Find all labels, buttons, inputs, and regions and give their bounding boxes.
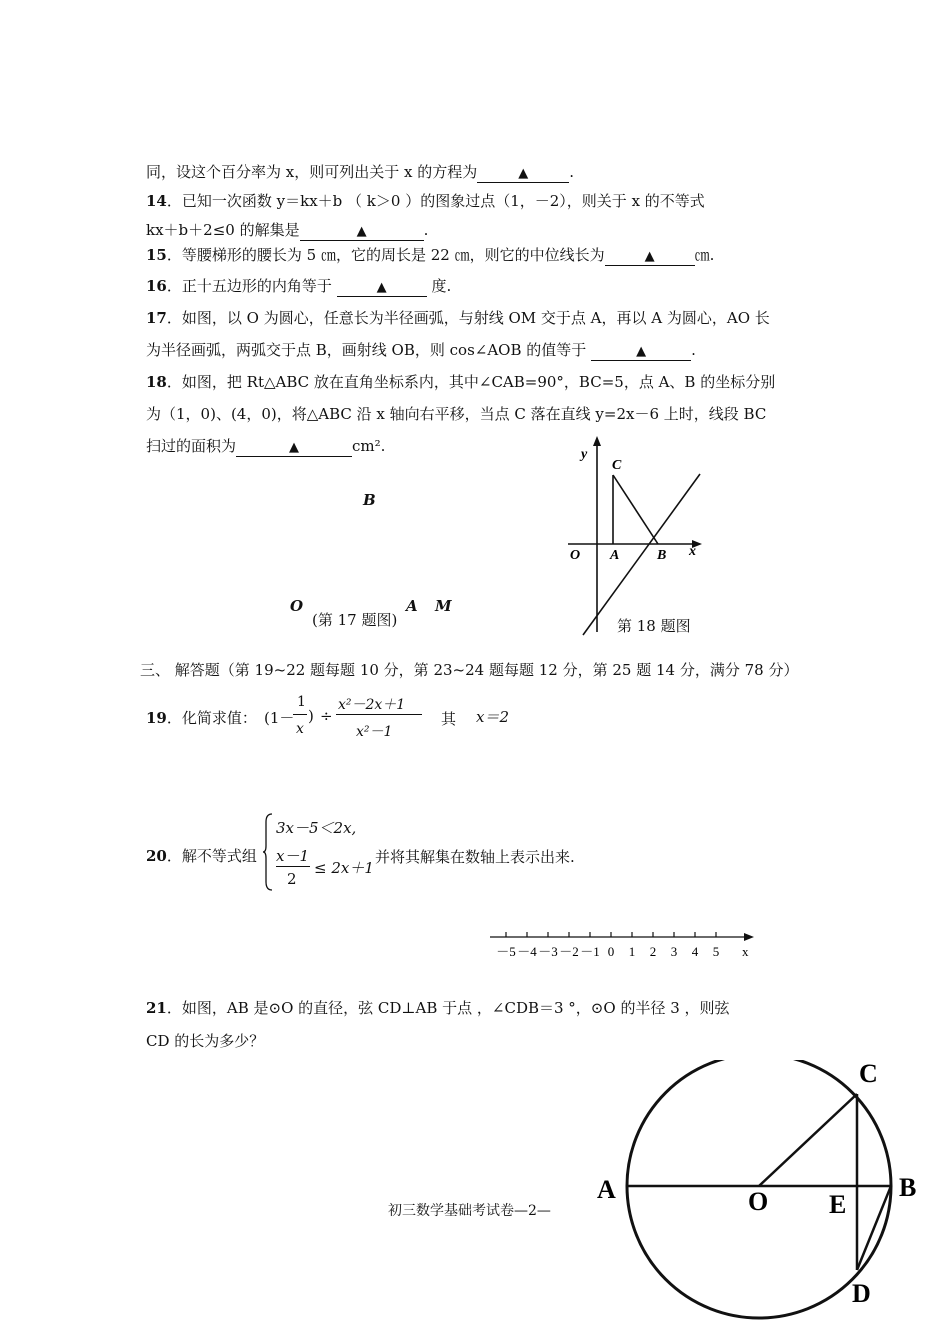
fraction-bar: [293, 714, 307, 715]
left-brace-icon: [262, 812, 274, 892]
fig18-label-y: y: [581, 447, 588, 462]
fig17-point-m: M: [435, 597, 452, 615]
question-number: 21: [146, 999, 167, 1017]
fig18-caption: 第 18 题图: [617, 617, 691, 635]
number-line-tick-label: 3: [670, 944, 678, 959]
q19-open: (1－: [264, 709, 295, 727]
number-line-tick-label: 0: [607, 944, 615, 959]
number-line-x-label: x: [742, 944, 749, 959]
q19-frac1-den: x: [296, 721, 304, 737]
arrow-right-icon: [744, 933, 754, 941]
fraction-bar: [336, 714, 422, 715]
q19-frac2-den: x²－1: [356, 724, 393, 740]
figure-21: [595, 1060, 925, 1340]
question-number: 19: [146, 709, 167, 727]
answer-blank[interactable]: ▲: [236, 438, 352, 457]
fig21-radius-oc: [759, 1094, 857, 1186]
text-line-continuation: 同，设这个百分率为 x，则可列出关于 x 的方程为 ▲ .: [146, 163, 575, 181]
figure-18: [560, 432, 720, 642]
question-16: 16．正十五边形的内角等于 ▲ 度.: [146, 277, 452, 295]
question-15: 15．等腰梯形的腰长为 5 ㎝，它的周长是 22 ㎝，则它的中位线长为 ▲ ㎝.: [146, 246, 715, 264]
page-footer: 初三数学基础考试卷—2—: [388, 1203, 551, 1219]
fig21-segment-db: [857, 1186, 891, 1270]
number-line-tick-label: －2: [559, 944, 579, 959]
question-14-line-2: kx＋b＋2≤0 的解集是 ▲ .: [146, 221, 429, 239]
q19-frac2-num: x²－2x＋1: [338, 697, 406, 713]
question-14-line-1: 14．已知一次函数 y＝kx＋b （ k＞0 ）的图象过点（1，－2），则关于 x 的不等式: [146, 192, 705, 210]
fig18-label-o: O: [570, 548, 581, 563]
question-21-line-1: 21．如图，AB 是⊙O 的直径，弦 CD⊥AB 于点 ，∠CDB＝3 °，⊙O 的半径 3 ，则弦: [146, 999, 730, 1017]
q19-x-value: x＝2: [476, 708, 510, 726]
fig21-label-d: D: [852, 1279, 871, 1308]
answer-blank[interactable]: ▲: [477, 164, 569, 183]
fig18-label-c: C: [612, 458, 622, 473]
number-line-tick-label: 1: [628, 944, 636, 959]
answer-blank[interactable]: ▲: [605, 247, 695, 266]
fig17-point-a: A: [406, 597, 418, 615]
arrow-up-icon: [593, 436, 601, 446]
q20-frac-num: x－1: [276, 847, 310, 865]
q19-frac1-num: 1: [297, 694, 306, 710]
number-line-tick-label: －4: [517, 944, 537, 959]
number-line: [488, 925, 760, 965]
number-line-tick-label: 5: [712, 944, 720, 959]
fig18-label-x: x: [689, 544, 696, 559]
question-21-line-2: CD 的长为多少？: [146, 1032, 265, 1050]
q19-tail: 其: [441, 710, 457, 728]
q20-frac-den: 2: [287, 870, 297, 888]
fig21-label-a: A: [597, 1175, 616, 1204]
number-line-tick-label: 2: [649, 944, 657, 959]
fig17-point-o: O: [290, 597, 304, 615]
answer-blank[interactable]: ▲: [591, 342, 691, 361]
question-18-line-3: 扫过的面积为 ▲ cm².: [146, 437, 386, 455]
q19-close: ): [308, 707, 314, 725]
question-number: 16: [146, 277, 167, 295]
question-number: 14: [146, 192, 167, 210]
question-number: 15: [146, 246, 167, 264]
question-number: 18: [146, 373, 167, 391]
fig21-label-b: B: [899, 1173, 917, 1202]
question-number: 20: [146, 847, 167, 865]
q20-inequality-2: ≤ 2x＋1: [314, 859, 374, 877]
question-17-line-2: 为半径画弧，两弧交于点 B，画射线 OB，则 cos∠AOB 的值等于 ▲ .: [146, 341, 696, 359]
question-18-line-1: 18．如图，把 Rt△ABC 放在直角坐标系内，其中∠CAB=90°，BC=5，点 A、B 的坐标分别: [146, 373, 776, 391]
fig21-label-e: E: [829, 1190, 847, 1219]
answer-blank[interactable]: ▲: [300, 222, 424, 241]
fig18-side-cb: [613, 475, 658, 544]
answer-blank[interactable]: ▲: [337, 278, 427, 297]
continuation-text: 同，设这个百分率为 x，则可列出关于 x 的方程为: [146, 163, 478, 181]
fig17-caption: (第 17 题图): [312, 611, 398, 629]
number-line-tick-label: 4: [691, 944, 699, 959]
question-number: 17: [146, 309, 167, 327]
fig17-point-b: B: [363, 491, 376, 509]
question-17-line-1: 17．如图，以 O 为圆心，任意长为半径画弧，与射线 OM 交于点 A，再以 A 为圆心，AO 长: [146, 309, 770, 327]
question-18-line-2: 为（1，0)、(4，0)，将△ABC 沿 x 轴向右平移，当点 C 落在直线 y=2x－6 上时，线段 BC: [146, 405, 767, 423]
fig21-label-c: C: [859, 1060, 878, 1088]
question-19: 19．化简求值：: [146, 709, 257, 727]
q20-tail: 并将其解集在数轴上表示出来.: [375, 848, 575, 866]
fig18-line: [583, 474, 700, 635]
number-line-tick-label: －5: [496, 944, 516, 959]
number-line-tick-label: －3: [538, 944, 558, 959]
question-20: 20．解不等式组: [146, 847, 257, 865]
fig21-label-o: O: [748, 1187, 769, 1216]
number-line-tick-label: －1: [580, 944, 600, 959]
fraction-bar: [276, 866, 310, 867]
fig18-label-b: B: [657, 548, 667, 563]
fig18-label-a: A: [610, 548, 620, 563]
q20-inequality-1: 3x－5＜2x,: [276, 819, 357, 837]
section-3-heading: 三、 解答题（第 19~22 题每题 10 分，第 23~24 题每题 12 分，第 25 题 14 分，满分 78 分）: [140, 661, 799, 679]
q19-div: ÷: [320, 707, 333, 725]
